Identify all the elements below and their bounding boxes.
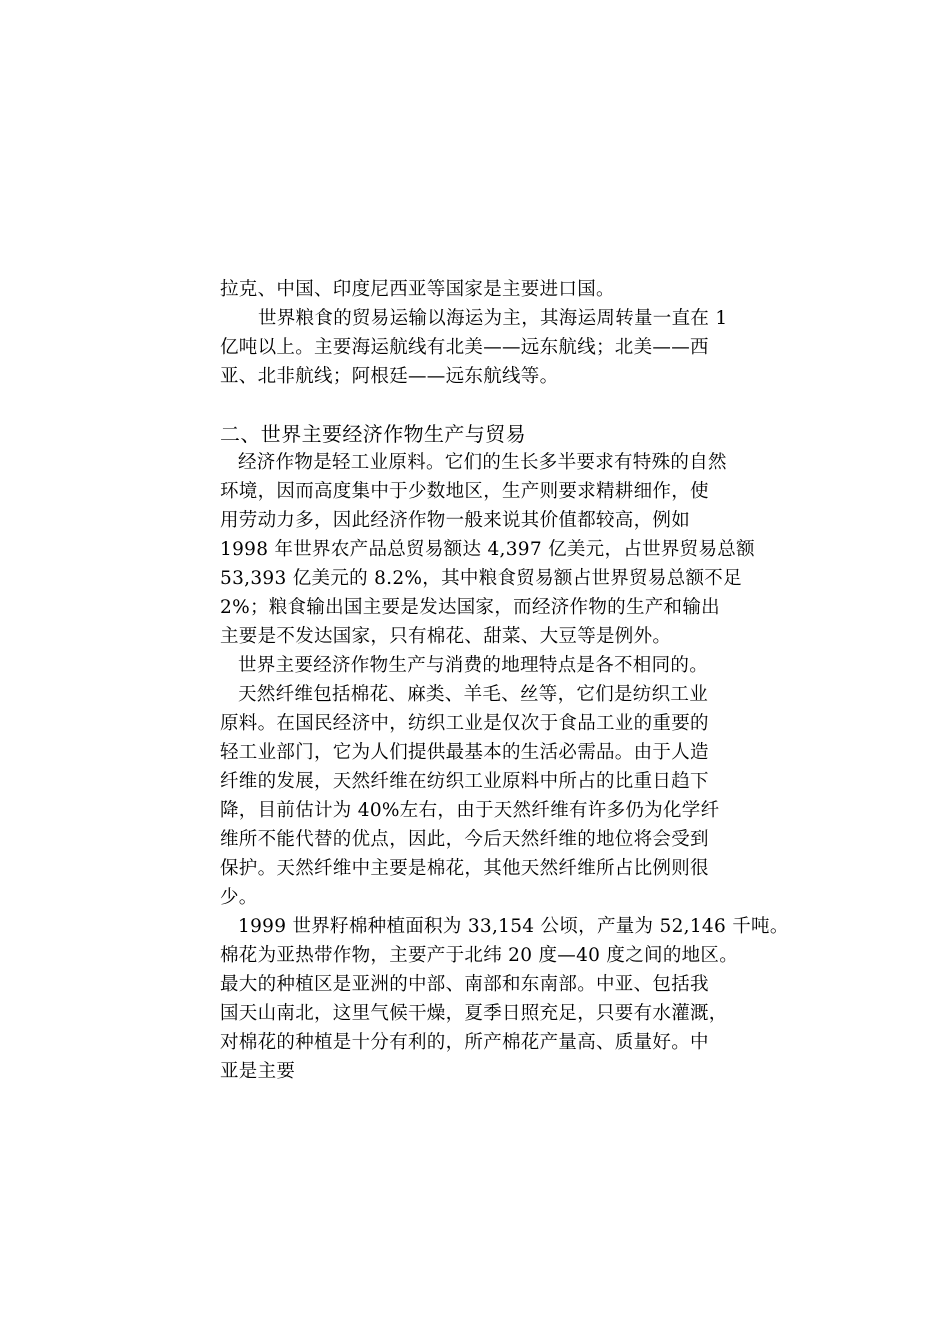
paragraph-line: 棉花为亚热带作物，主要产于北纬 20 度—40 度之间的地区。 — [220, 945, 739, 966]
paragraph-line: 少。 — [220, 887, 258, 908]
paragraph-line: 1998 年世界农产品总贸易额达 4,397 亿美元，占世界贸易总额 — [220, 539, 755, 560]
paragraph-line: 保护。天然纤维中主要是棉花，其他天然纤维所占比例则很 — [220, 858, 709, 879]
paragraph-line: 2%；粮食输出国主要是发达国家，而经济作物的生产和输出 — [220, 597, 720, 618]
paragraph-line: 纤维的发展，天然纤维在纺织工业原料中所占的比重日趋下 — [220, 771, 709, 792]
paragraph-line: 53,393 亿美元的 8.2%，其中粮食贸易额占世界贸易总额不足 — [220, 568, 742, 589]
paragraph-line: 环境，因而高度集中于少数地区，生产则要求精耕细作，使 — [220, 481, 709, 502]
paragraph-line: 世界主要经济作物生产与消费的地理特点是各不相同的。 — [238, 655, 709, 676]
section-heading: 二、世界主要经济作物生产与贸易 — [220, 422, 526, 446]
paragraph-line: 维所不能代替的优点，因此，今后天然纤维的地位将会受到 — [220, 829, 709, 850]
paragraph-line: 对棉花的种植是十分有利的，所产棉花产量高、质量好。中 — [220, 1032, 709, 1053]
paragraph-line: 主要是不发达国家，只有棉花、甜菜、大豆等是例外。 — [220, 626, 672, 647]
paragraph-line: 亿吨以上。主要海运航线有北美——远东航线；北美——西 — [220, 337, 709, 358]
paragraph-line: 降，目前估计为 40%左右，由于天然纤维有许多仍为化学纤 — [220, 800, 720, 821]
paragraph-line: 1999 世界籽棉种植面积为 33,154 公顷，产量为 52,146 千吨。 — [238, 916, 789, 937]
paragraph-line: 拉克、中国、印度尼西亚等国家是主要进口国。 — [220, 279, 615, 300]
paragraph-line: 天然纤维包括棉花、麻类、羊毛、丝等，它们是纺织工业 — [238, 684, 709, 705]
paragraph-line: 用劳动力多，因此经济作物一般来说其价值都较高，例如 — [220, 510, 691, 531]
paragraph-line: 最大的种植区是亚洲的中部、南部和东南部。中亚、包括我 — [220, 974, 709, 995]
paragraph-line: 亚、北非航线；阿根廷——远东航线等。 — [220, 366, 559, 387]
paragraph-line: 经济作物是轻工业原料。它们的生长多半要求有特殊的自然 — [238, 452, 727, 473]
paragraph-line: 原料。在国民经济中，纺织工业是仅次于食品工业的重要的 — [220, 713, 709, 734]
paragraph-line: 国天山南北，这里气候干燥，夏季日照充足，只要有水灌溉， — [220, 1003, 728, 1024]
paragraph-line: 世界粮食的贸易运输以海运为主，其海运周转量一直在 1 — [258, 308, 728, 329]
paragraph-line: 亚是主要 — [220, 1061, 296, 1082]
paragraph-line: 轻工业部门，它为人们提供最基本的生活必需品。由于人造 — [220, 742, 709, 763]
